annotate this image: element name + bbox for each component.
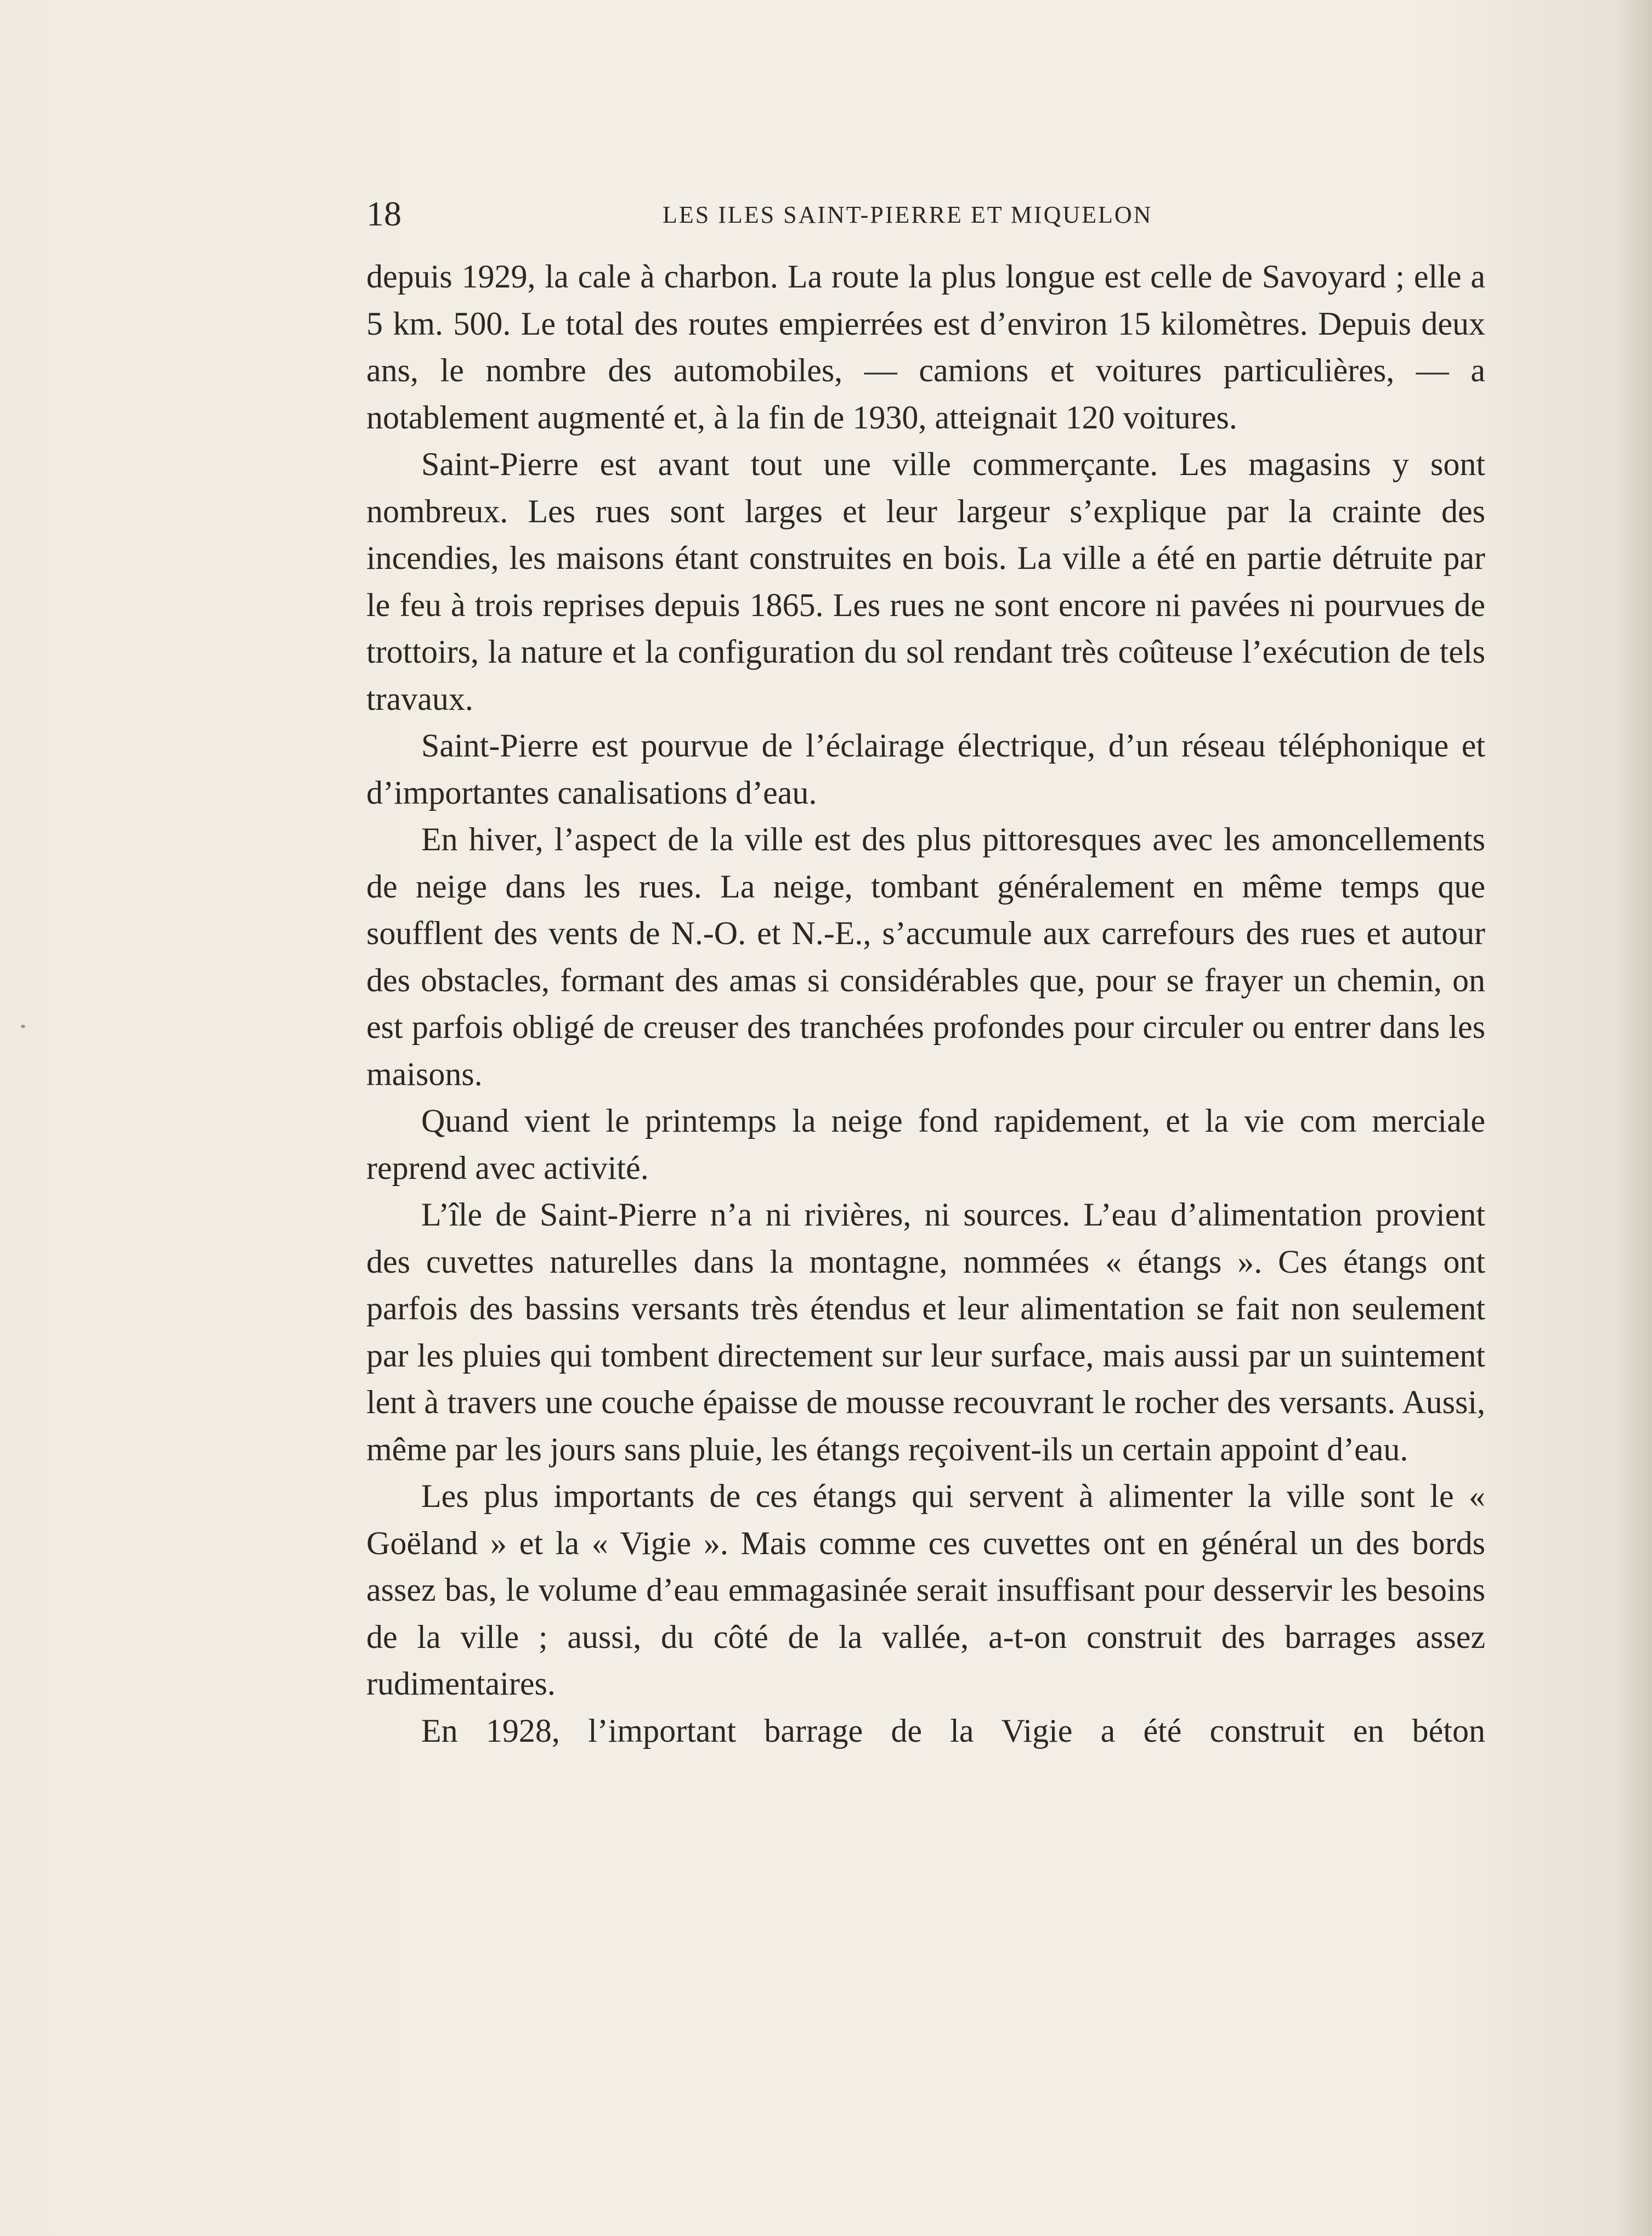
paragraph-routes: depuis 1929, la cale à charbon. La route la plus longue est celle de Savoyard ; elle a 5 km. 500. Le total des routes empierrées est d’environ 15 kilomètres. Depuis deux ans, le nombre des automobiles, — camions et voitures particulières, — a notablement augmenté et, à la fin de 1930, atteignait 120 voitures. [366, 258, 1485, 436]
running-title: LES ILES SAINT-PIERRE ET MIQUELON [663, 201, 1153, 228]
page-number: 18 [366, 194, 401, 233]
paragraph-hiver: En hiver, l’aspect de la ville est des plus pittoresques avec les amoncellements de neige dans les rues. La neige, tombant généralement en même temps que soufflent des vents de N.-O. et N.-E., s’accumule aux carrefours des rues et autour des obstacles, formant des amas si considérables que, pour se frayer un chemin, on est parfois obligé de creuser des tranchées profondes pour circuler ou entrer dans les maisons. [366, 821, 1485, 1092]
page-edge-shadow [1614, 0, 1652, 2236]
paragraph-eclairage: Saint-Pierre est pourvue de l’éclairage électrique, d’un réseau téléphonique et d’importantes canalisations d’eau. [366, 727, 1485, 811]
paragraph-printemps: Quand vient le printemps la neige fond rapidement, et la vie com merciale reprend avec activité. [366, 1103, 1485, 1186]
paragraph-commerce: Saint-Pierre est avant tout une ville commerçante. Les magasins y sont nombreux. Les rues sont larges et leur largeur s’explique par la crainte des incendies, les maisons étant construites en bois. La ville a été en partie détruite par le feu à trois reprises depuis 1865. Les rues ne sont encore ni pavées ni pourvues de trottoirs, la nature et la configuration du sol rendant très coûteuse l’exécution de tels travaux. [366, 446, 1485, 717]
paragraph-etangs: Les plus importants de ces étangs qui servent à alimenter la ville sont le « Goëland » et la « Vigie ». Mais comme ces cuvettes ont en général un des bords assez bas, le volume d’eau emmagasinée serait insuffisant pour desservir les besoins de la ville ; aussi, du côté de la vallée, a-t-on construit des barrages assez rudimentaires. [366, 1478, 1485, 1702]
paragraph-barrage: En 1928, l’important barrage de la Vigie a été construit en béton [421, 1712, 1485, 1749]
body-text [366, 253, 1485, 1754]
paper-speck [21, 1025, 25, 1028]
paragraph-alimentation: L’île de Saint-Pierre n’a ni rivières, ni sources. L’eau d’alimentation provient des cuvettes naturelles dans la montagne, nommées « étangs ». Ces étangs ont parfois des bassins versants très étendus et leur alimentation se fait non seulement par les pluies qui tombent directement sur leur surface, mais aussi par un suintement lent à travers une couche épaisse de mousse recouvrant le rocher des versants. Aussi, même par les jours sans pluie, les étangs reçoivent-ils un certain appoint d’eau. [366, 1196, 1485, 1467]
running-head [366, 192, 1485, 236]
